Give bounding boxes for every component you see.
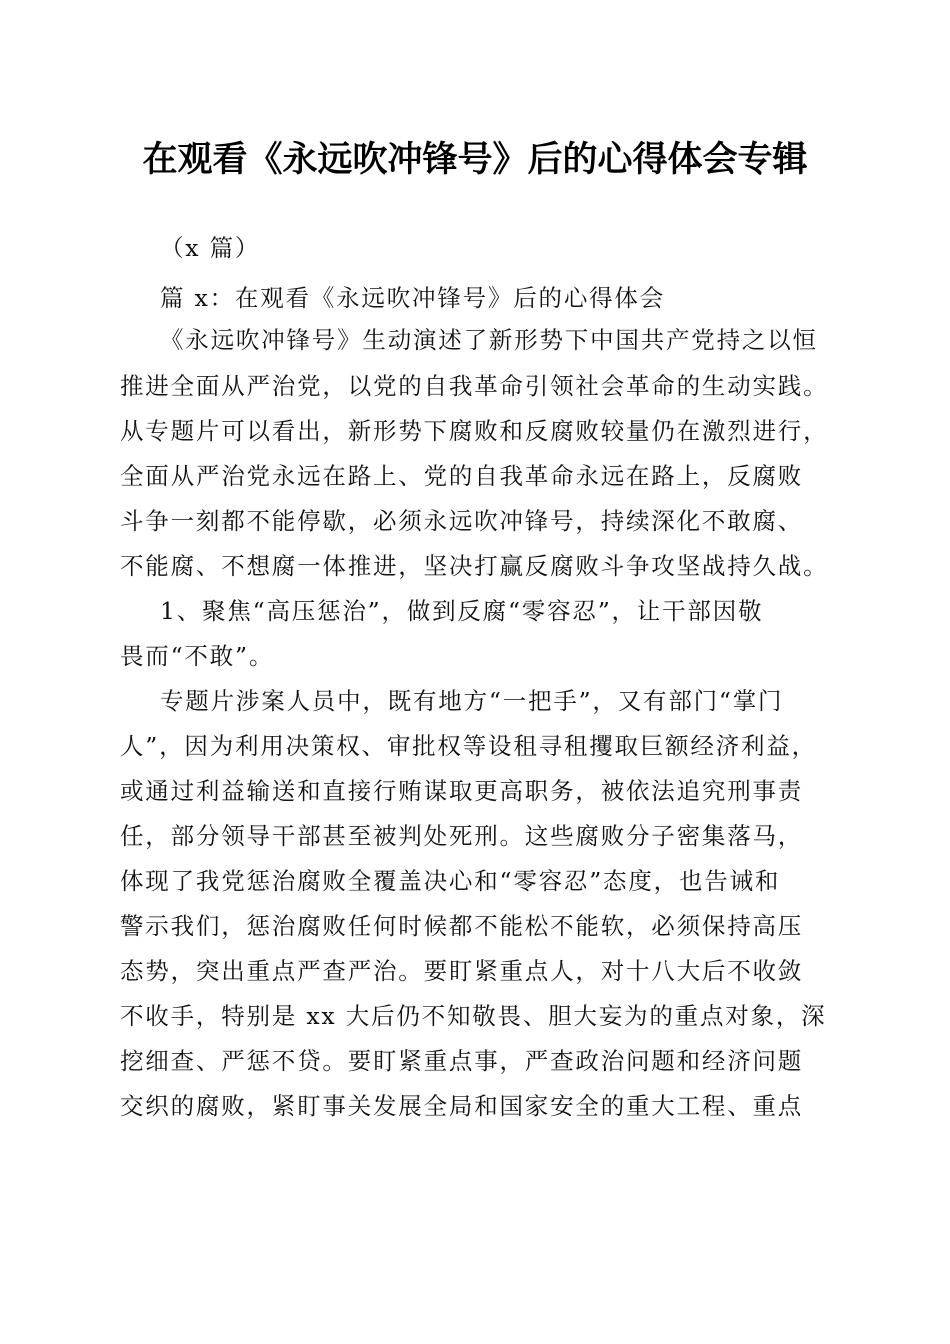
point-heading-line: 1、聚焦“高压惩治”，做到反腐“零容忍”，让干部因敬 [160, 597, 764, 625]
paragraph-line: 或通过利益输送和直接行贿谋取更高职务，被依法追究刑事责 [120, 777, 804, 805]
paragraph-line: 斗争一刻都不能停歇，必须永远吹冲锋号，持续深化不敢腐、 [120, 507, 804, 535]
paragraph-line: 态势，突出重点严查严治。要盯紧重点人，对十八大后不收敛 [120, 957, 804, 985]
paragraph-line: 《永远吹冲锋号》生动演述了新形势下中国共产党持之以恒 [160, 326, 818, 354]
paragraph-line: 挖细查、严惩不贷。要盯紧重点事，严查政治问题和经济问题 [120, 1047, 804, 1075]
subtitle: （x 篇） [160, 234, 261, 262]
section-heading: 篇 x：在观看《永远吹冲锋号》后的心得体会 [160, 284, 666, 312]
paragraph-line: 警示我们，惩治腐败任何时候都不能松不能软，必须保持高压 [120, 912, 804, 940]
document-title: 在观看《永远吹冲锋号》后的心得体会专辑 [142, 139, 808, 180]
paragraph-line: 全面从严治党永远在路上、党的自我革命永远在路上，反腐败 [120, 462, 804, 490]
paragraph-line: 不收手，特别是 xx 大后仍不知敬畏、胆大妄为的重点对象，深 [120, 1002, 827, 1030]
paragraph-line: 推进全面从严治党，以党的自我革命引领社会革命的生动实践。 [120, 372, 829, 400]
paragraph-line: 体现了我党惩治腐败全覆盖决心和“零容忍”态度，也告诫和 [120, 867, 781, 895]
paragraph-line: 从专题片可以看出，新形势下腐败和反腐败较量仍在激烈进行， [120, 417, 829, 445]
paragraph-line: 任，部分领导干部甚至被判处死刑。这些腐败分子密集落马， [120, 822, 804, 850]
paragraph-line: 交织的腐败，紧盯事关发展全局和国家安全的重大工程、重点 [120, 1092, 804, 1120]
point-heading-line: 畏而“不敢”。 [120, 642, 275, 670]
paragraph-line: 专题片涉案人员中，既有地方“一把手”，又有部门“掌门 [160, 687, 784, 715]
paragraph-line: 不能腐、不想腐一体推进，坚决打赢反腐败斗争攻坚战持久战。 [120, 552, 829, 580]
paragraph-line: 人”，因为利用决策权、审批权等设租寻租攫取巨额经济利益， [120, 732, 817, 760]
